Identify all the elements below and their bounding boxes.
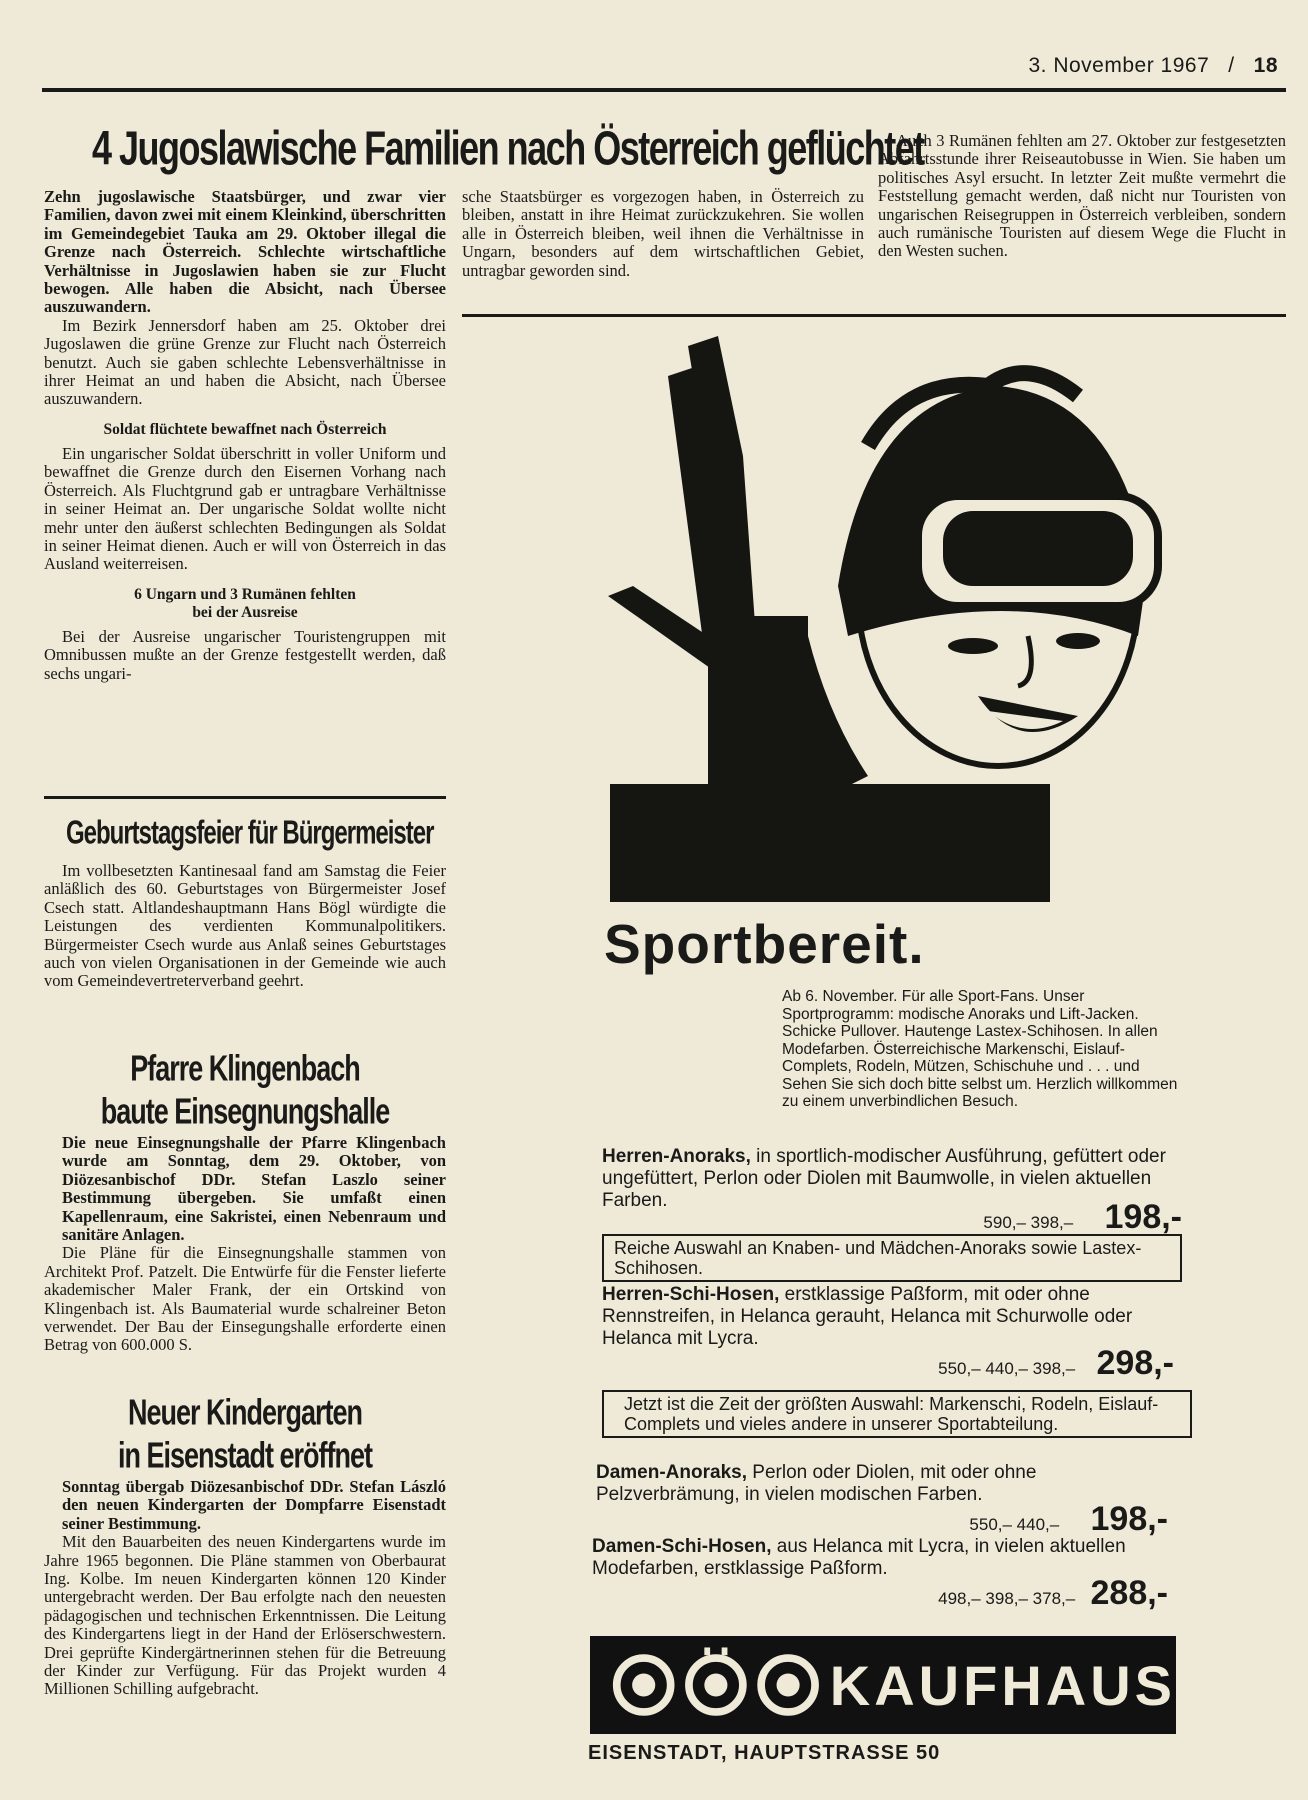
subhead-line: bei der Ausreise [192,603,298,621]
item-old-prices: 498,– 398,– 378,– [938,1589,1076,1608]
headline-line: in Eisenstadt eröffnet [117,1435,373,1476]
ad-address: EISENSTADT, HAUPTSTRASSE 50 [588,1742,941,1764]
article1-paragraph: Ein ungarischer Soldat überschritt in voller Uniform und bewaffnet die Grenze durch den Eisernen Vorhang nach Österreich. Als Fluchtgrund gab er untragbare Verhältnisse in seiner Heimat an. Der ungarische Soldat wollte nicht mehr unter den äußerst schlechten Bedingungen als Soldat in seiner Heimat dienen. Auch er will von Österreich in das Ausland weiterreisen. [44,443,446,574]
ad-box-auswahl: Jetzt ist die Zeit der größten Auswahl: Markenschi, Rodeln, Eislauf-Complets und vieles andere in unserer Sportabteilung. [602,1390,1192,1438]
item-text: erstklassige Paßform, mit oder ohne Rennstreifen, in Helanca gerauht, Helanca mit Schurwolle oder Helanca mit Lycra. [602,1284,1133,1349]
article1-paragraph: Bei der Ausreise ungarischer Touristengruppen mit Omnibussen mußte an der Grenze festgestellt werden, daß sechs ungari- [44,626,446,683]
ad-headline: Sportbereit. [604,913,925,975]
logo-text: KAUFHAUS [829,1653,1176,1717]
item-title: Damen-Anoraks, [596,1462,747,1483]
headline-line: baute Einsegnungshalle [100,1091,390,1132]
article2-body [44,862,446,991]
article2-paragraph: Im vollbesetzten Kantinesaal fand am Samstag die Feier anläßlich des 60. Geburtstages von Bürgermeister Josef Csech statt. Altlandeshauptmann Hans Bögl würdigte die Leistungen des verdienten Kommunalpolitikers. Bürgermeister Csech wurde aus Anlaß seines Geburtstages auch von vielen Organisationen in der Gemeinde wie auch vom Gemeindevertreterverband geehrt. [44,861,446,991]
item-old-prices: 550,– 440,– 398,– [938,1359,1076,1378]
page-number: 18 [1253,54,1278,77]
headline-line: Neuer Kindergarten [127,1392,363,1433]
headline-article3 [44,1048,446,1132]
ad-item-damen-schihosen [592,1536,1182,1610]
article1-column3 [878,132,1286,261]
item-title: Damen-Schi-Hosen, [592,1536,772,1557]
column-rule [44,796,446,799]
date-separator: / [1228,54,1235,77]
item-title: Herren-Schi-Hosen, [602,1284,780,1305]
skier-illustration [608,336,1178,906]
article4-lead: Sonntag übergab Diözesanbischof DDr. Stefan László den neuen Kindergarten der Dompfarre Eisenstadt seiner Bestimmung. [62,1477,446,1533]
headline-article4 [44,1392,446,1476]
article1-column2 [462,188,864,280]
article1-subhead2 [44,586,446,622]
item-title: Herren-Anoraks, [602,1146,751,1167]
ad-item-herren-anoraks [602,1146,1182,1234]
top-rule [42,88,1286,92]
item-price: 298,- [1096,1344,1174,1382]
article4-paragraph: Mit den Bauarbeiten des neuen Kindergartens wurde im Jahre 1965 begonnen. Die Pläne stammen von Oberbaurat Ing. Kolbe. Im neuen Kindergarten können 120 Kinder untergebracht werden. Der Bau erfolgte nach den neuesten pädagogischen und technischen Erkenntnissen. Die Leitung des Kindergartens liegt in der Hand der Erlöserschwestern. Drei geprüfte Kindergärtnerinnen stehen für die Betreuung der Kinder zur Verfügung. Für das Projekt wurden 4 Millionen Schilling aufgebracht. [44,1532,446,1699]
column-rule [462,314,1286,317]
article1-subhead1: Soldat flüchtete bewaffnet nach Österreich [103,420,387,438]
item-text: in sportlich-modischer Ausführung, gefüttert oder ungefüttert, Perlon oder Diolen mit Baumwolle, in vielen aktuellen Farben. [602,1146,1166,1211]
item-old-prices: 550,– 440,– [969,1515,1060,1534]
article1-paragraph: Im Bezirk Jennersdorf haben am 25. Oktober drei Jugoslawen die grüne Grenze zur Flucht nach Österreich benutzt. Auch sie gaben schlechte Lebensverhältnisse in ihrer Heimat an und haben die Absicht, nach Übersee auszuwandern. [44,315,446,409]
article4-body [44,1478,446,1699]
article3-body [44,1134,446,1355]
ad-item-damen-anoraks [596,1462,1182,1536]
article1-paragraph: Auch 3 Rumänen fehlten am 27. Oktober zur festgesetzten Abfahrtsstunde ihrer Reiseautobusse in Wien. Sie haben um politisches Asyl ersucht. In letzter Zeit mußte vermehrt die Feststellung gemacht werden, daß nicht nur Touristen von ungarischen Reisegruppen in Österreich verbleiben, sondern auch rumänische Touristen auf diesem Wege die Flucht in den Westen suchen. [878,131,1286,261]
article3-lead: Die neue Einsegnungshalle der Pfarre Klingenbach wurde am Sonntag, dem 29. Oktober, von Diözesanbischof DDr. Stefan Laszlo seiner Bestimmung übergeben. Sie umfaßt einen Kapellenraum, eine Sakristei, einen Nebenraum und sanitäre Anlagen. [62,1133,446,1245]
article3-paragraph: Die Pläne für die Einsegnungshalle stammen von Architekt Prof. Patzelt. Die Entwürfe für die Fenster lieferte akademischer Maler Frank, der ein Ortskind von Klingenbach ist. Als Baumaterial wurde schalreiner Beton verwendet. Der Bau der Einsegungshalle erforderte einen Betrag von 600.000 S. [44,1243,446,1355]
article1-column1 [44,188,446,683]
item-text: Perlon oder Diolen, mit oder ohne Pelzverbrämung, in vielen modischen Farben. [596,1462,1037,1505]
goc-logo-mark [610,1640,822,1730]
item-old-prices: 590,– 398,– [983,1213,1074,1232]
ad-intro: Ab 6. November. Für alle Sport-Fans. Unser Sportprogramm: modische Anoraks und Lift-Jacken. Schicke Pullover. Hautenge Lastex-Schihosen. In allen Modefarben. Österreichische Markenschi, Eislauf-Complets, Rodeln, Mützen, Schischuhe und . . . und Sehen Sie sich doch bitte selbst um. Herzlich willkommen zu einem unverbindlichen Besuch. [782,988,1178,1110]
ad-box-knaben: Reiche Auswahl an Knaben- und Mädchen-Anoraks sowie Lastex-Schihosen. [602,1234,1182,1282]
headline-article1: 4 Jugoslawische Familien nach Österreich geflüchtet [92,120,924,176]
article1-paragraph: sche Staatsbürger es vorgezogen haben, in Österreich zu bleiben, anstatt in ihre Heimat zurückzukehren. Sie wollen alle in Österreich bleiben, weil ihnen die Verhältnisse in Ungarn, besonders auf dem wirtschaftlichen Gebiet, untragbar geworden sind. [462,187,864,280]
goc-kaufhaus-logo [590,1636,1176,1734]
article1-lead: Zehn jugoslawische Staatsbürger, und zwar vier Familien, davon zwei mit einem Kleinkind, überschritten im Gemeindegebiet Tauka am 29. Oktober illegal die Grenze nach Österreich. Schlechte wirtschaftliche Verhältnisse in Jugoslawien haben sie zur Flucht bewogen. Alle haben die Absicht, nach Übersee auszuwandern. [44,187,446,317]
item-price: 198,- [1104,1198,1182,1236]
headline-line: Pfarre Klingenbach [130,1048,360,1089]
headline-article2: Geburtstagsfeier für Bürgermeister [66,814,434,852]
item-price: 198,- [1090,1500,1168,1538]
subhead-line: 6 Ungarn und 3 Rumänen fehlten [134,585,356,603]
item-text: aus Helanca mit Lycra, in vielen aktuellen Modefarben, erstklassige Paßform. [592,1536,1126,1579]
date: 3. November 1967 [1028,54,1210,77]
ad-item-herren-schihosen [602,1284,1182,1380]
item-price: 288,- [1090,1574,1168,1612]
dateline [1028,54,1278,78]
